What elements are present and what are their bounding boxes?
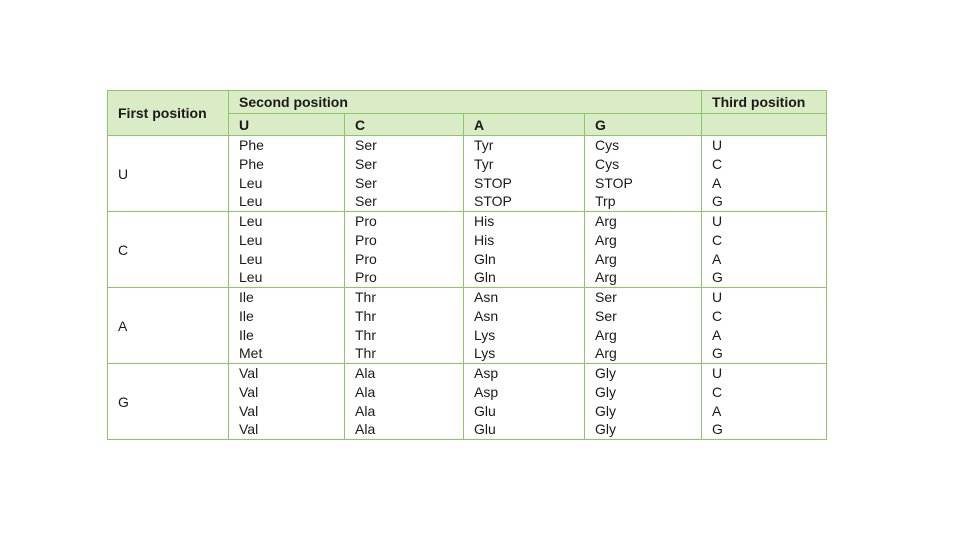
amino-acid: Leu bbox=[239, 269, 263, 286]
amino-acid: Val bbox=[239, 402, 259, 419]
amino-acid: Thr bbox=[355, 345, 376, 362]
amino-acid: Ile bbox=[239, 289, 254, 305]
third-base: U bbox=[712, 213, 723, 229]
amino-acid-cell-second-u bbox=[229, 212, 345, 288]
amino-acid: Arg bbox=[595, 250, 617, 267]
amino-acid-cell-second-c bbox=[345, 364, 464, 440]
third-base: A bbox=[712, 402, 722, 419]
amino-acid: Ile bbox=[239, 326, 254, 343]
third-position-header: Third position bbox=[702, 91, 827, 114]
amino-acid: Arg bbox=[595, 231, 617, 248]
amino-acid: Asn bbox=[474, 289, 499, 305]
amino-acid: Gln bbox=[474, 250, 496, 267]
amino-acid: Glu bbox=[474, 402, 496, 419]
amino-acid: Cys bbox=[595, 155, 620, 172]
amino-acid: Arg bbox=[595, 326, 617, 343]
amino-acid-cell-second-a bbox=[464, 212, 585, 288]
amino-acid: STOP bbox=[474, 193, 512, 210]
amino-acid: Val bbox=[239, 383, 259, 400]
amino-acid: Gly bbox=[595, 402, 616, 419]
amino-acid: Thr bbox=[355, 289, 376, 305]
amino-acid: Asp bbox=[474, 365, 499, 381]
amino-acid: Gly bbox=[595, 365, 616, 381]
amino-acid: Ile bbox=[239, 307, 254, 324]
amino-acid-cell-second-u bbox=[229, 288, 345, 364]
amino-acid: Tyr bbox=[474, 137, 494, 153]
second-base-c-header: C bbox=[345, 114, 464, 136]
amino-acid: Met bbox=[239, 345, 263, 362]
amino-acid: Phe bbox=[239, 155, 264, 172]
second-base-u-header: U bbox=[229, 114, 345, 136]
third-base: A bbox=[712, 174, 722, 191]
table-row bbox=[108, 364, 827, 440]
amino-acid: Val bbox=[239, 421, 259, 438]
second-position-header: Second position bbox=[229, 91, 702, 114]
third-base: U bbox=[712, 289, 723, 305]
amino-acid: Pro bbox=[355, 231, 377, 248]
third-base: U bbox=[712, 137, 723, 153]
first-position-cell: C bbox=[108, 212, 229, 288]
amino-acid: Ala bbox=[355, 383, 376, 400]
amino-acid-cell-second-a bbox=[464, 136, 585, 212]
amino-acid: Ser bbox=[595, 307, 617, 324]
amino-acid-cell-second-a bbox=[464, 288, 585, 364]
amino-acid-cell-second-c bbox=[345, 212, 464, 288]
amino-acid: Ser bbox=[355, 137, 377, 153]
third-base: C bbox=[712, 307, 723, 324]
amino-acid: Lys bbox=[474, 326, 496, 343]
amino-acid: Leu bbox=[239, 174, 263, 191]
table-row bbox=[108, 136, 827, 212]
amino-acid: Gly bbox=[595, 383, 616, 400]
amino-acid-cell-second-g bbox=[585, 212, 702, 288]
header-row-1 bbox=[108, 91, 827, 114]
amino-acid: Lys bbox=[474, 345, 496, 362]
amino-acid-cell-second-g bbox=[585, 364, 702, 440]
amino-acid: Ser bbox=[355, 193, 377, 210]
amino-acid: Asp bbox=[474, 383, 499, 400]
third-position-cell bbox=[702, 136, 827, 212]
amino-acid: Gln bbox=[474, 269, 496, 286]
amino-acid: Gly bbox=[595, 421, 616, 438]
third-base: C bbox=[712, 231, 723, 248]
third-position-cell bbox=[702, 364, 827, 440]
amino-acid-cell-second-c bbox=[345, 136, 464, 212]
first-position-header: First position bbox=[108, 91, 229, 136]
first-position-cell: G bbox=[108, 364, 229, 440]
amino-acid: His bbox=[474, 213, 495, 229]
third-base: C bbox=[712, 155, 723, 172]
amino-acid: Leu bbox=[239, 193, 263, 210]
first-position-cell: A bbox=[108, 288, 229, 364]
third-base: G bbox=[712, 421, 723, 438]
amino-acid-cell-second-c bbox=[345, 288, 464, 364]
third-position-blank-header bbox=[702, 114, 827, 136]
amino-acid: Arg bbox=[595, 213, 617, 229]
amino-acid-cell-second-u bbox=[229, 364, 345, 440]
amino-acid: Ser bbox=[595, 289, 617, 305]
second-base-a-header: A bbox=[464, 114, 585, 136]
amino-acid: Asn bbox=[474, 307, 499, 324]
amino-acid: Pro bbox=[355, 250, 377, 267]
amino-acid: Val bbox=[239, 365, 259, 381]
amino-acid: Arg bbox=[595, 269, 617, 286]
amino-acid-cell-second-g bbox=[585, 288, 702, 364]
table-row bbox=[108, 288, 827, 364]
amino-acid-cell-second-g bbox=[585, 136, 702, 212]
codon-table bbox=[107, 90, 827, 440]
amino-acid: Glu bbox=[474, 421, 496, 438]
amino-acid: His bbox=[474, 231, 495, 248]
third-base: U bbox=[712, 365, 723, 381]
third-base: G bbox=[712, 345, 723, 362]
amino-acid: Ala bbox=[355, 421, 376, 438]
amino-acid: Pro bbox=[355, 269, 377, 286]
amino-acid: Trp bbox=[595, 193, 616, 210]
amino-acid-cell-second-u bbox=[229, 136, 345, 212]
table-row bbox=[108, 212, 827, 288]
third-position-cell bbox=[702, 212, 827, 288]
amino-acid: Thr bbox=[355, 326, 376, 343]
amino-acid: Thr bbox=[355, 307, 376, 324]
second-base-g-header: G bbox=[585, 114, 702, 136]
amino-acid: Ala bbox=[355, 365, 376, 381]
third-base: G bbox=[712, 269, 723, 286]
amino-acid: Tyr bbox=[474, 155, 494, 172]
amino-acid: Ala bbox=[355, 402, 376, 419]
table-header bbox=[108, 91, 827, 136]
third-base: G bbox=[712, 193, 723, 210]
amino-acid: Ser bbox=[355, 155, 377, 172]
amino-acid: Arg bbox=[595, 345, 617, 362]
table-body bbox=[108, 136, 827, 440]
amino-acid-cell-second-a bbox=[464, 364, 585, 440]
amino-acid: Ser bbox=[355, 174, 377, 191]
amino-acid: Leu bbox=[239, 231, 263, 248]
amino-acid: Phe bbox=[239, 137, 264, 153]
amino-acid: Leu bbox=[239, 213, 263, 229]
first-position-cell: U bbox=[108, 136, 229, 212]
third-base: C bbox=[712, 383, 723, 400]
third-position-cell bbox=[702, 288, 827, 364]
amino-acid: Pro bbox=[355, 213, 377, 229]
third-base: A bbox=[712, 326, 722, 343]
amino-acid: Cys bbox=[595, 137, 620, 153]
amino-acid: STOP bbox=[474, 174, 512, 191]
amino-acid: Leu bbox=[239, 250, 263, 267]
amino-acid: STOP bbox=[595, 174, 633, 191]
third-base: A bbox=[712, 250, 722, 267]
